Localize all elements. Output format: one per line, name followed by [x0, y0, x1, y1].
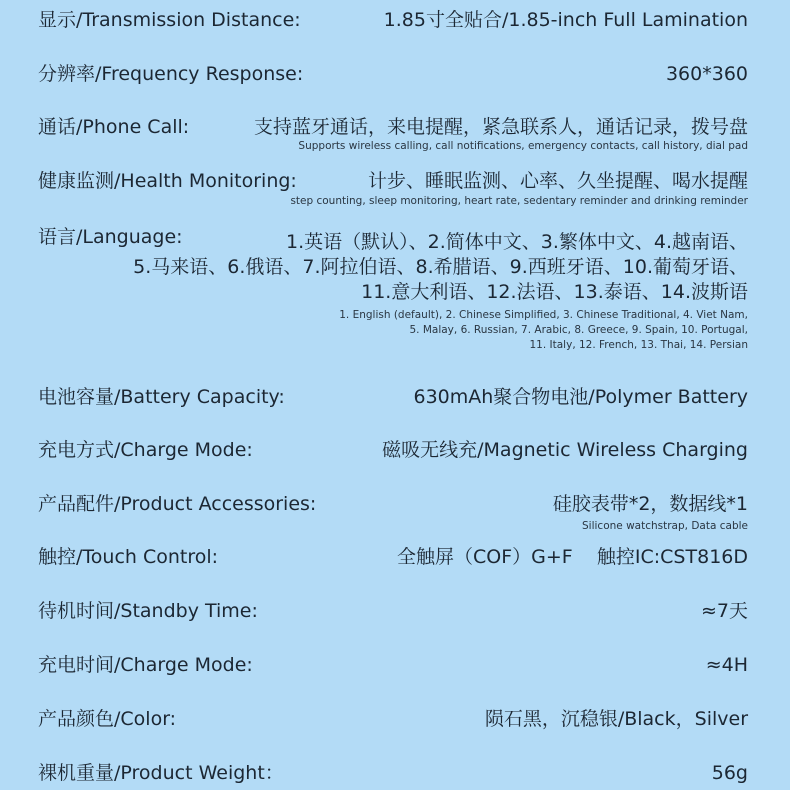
spec-label: 健康监测/Health Monitoring: [38, 170, 297, 192]
spec-label: 裸机重量/Product Weight： [38, 762, 284, 784]
spec-label: 产品配件/Product Accessories: [38, 493, 317, 515]
spec-sub: step counting, sleep monitoring, heart rate, sedentary reminder and drinking reminder [290, 195, 748, 207]
spec-label: 显示/Transmission Distance: [38, 9, 301, 31]
spec-value: 陨石黑，沉稳银/Black，Silver [484, 708, 748, 730]
spec-value: ≈7天 [700, 600, 748, 622]
spec-label: 触控/Touch Control: [38, 546, 219, 568]
spec-value: 支持蓝牙通话，来电提醒，紧急联系人，通话记录，拨号盘 [253, 116, 748, 138]
spec-value: 计步、睡眠监测、心率、久坐提醒、喝水提醒 [367, 170, 748, 192]
spec-value: 磁吸无线充/Magnetic Wireless Charging [382, 439, 748, 461]
spec-label: 分辨率/Frequency Response: [38, 63, 304, 85]
spec-label: 充电时间/Charge Mode: [38, 654, 253, 676]
language-line: 5.马来语、6.俄语、7.阿拉伯语、8.希腊语、9.西班牙语、10.葡萄牙语、 [133, 256, 748, 278]
language-line: 11.意大利语、12.法语、13.泰语、14.波斯语 [361, 281, 748, 303]
spec-label: 产品颜色/Color: [38, 708, 177, 730]
spec-value: ≈4H [705, 654, 748, 676]
spec-value: 1.85寸全贴合/1.85-inch Full Lamination [383, 9, 748, 31]
language-sub-line: 1. English (default), 2. Chinese Simplified, 3. Chinese Traditional, 4. Viet Nam, [339, 309, 748, 321]
spec-value: 全触屏（COF）G+F 触控IC:CST816D [397, 546, 748, 568]
spec-row-language [38, 224, 748, 359]
spec-label: 电池容量/Battery Capacity: [38, 386, 285, 408]
language-sub-line: 11. Italy, 12. French, 13. Thai, 14. Persian [529, 339, 748, 351]
spec-label: 待机时间/Standby Time: [38, 600, 258, 622]
spec-sub: Silicone watchstrap, Data cable [582, 520, 748, 532]
spec-value: 56g [711, 762, 748, 784]
spec-label: 语言/Language: [38, 226, 183, 248]
language-line: 1.英语（默认）、2.简体中文、3.繁体中文、4.越南语、 [285, 231, 748, 253]
spec-value: 630mAh聚合物电池/Polymer Battery [413, 386, 748, 408]
spec-label: 充电方式/Charge Mode: [38, 439, 253, 461]
spec-label: 通话/Phone Call: [38, 116, 190, 138]
spec-sub: Supports wireless calling, call notifications, emergency contacts, call history, dial pad [298, 140, 748, 152]
spec-value: 360*360 [665, 63, 748, 85]
spec-value: 硅胶表带*2，数据线*1 [552, 493, 748, 515]
language-sub-line: 5. Malay, 6. Russian, 7. Arabic, 8. Greece, 9. Spain, 10. Portugal, [409, 324, 748, 336]
